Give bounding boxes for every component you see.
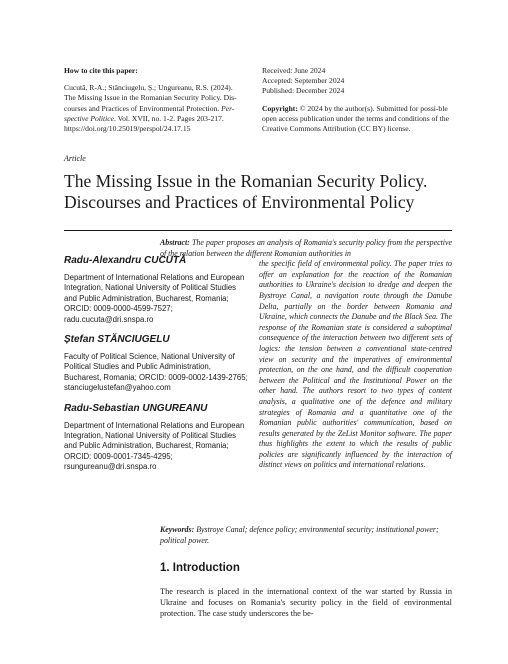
title-divider [64, 230, 452, 231]
author-entry [64, 402, 250, 473]
paper-title: The Missing Issue in the Romanian Security Policy. Discourses and Practices of Environmental Policy [64, 171, 428, 212]
copyright-notice [262, 104, 450, 135]
abstract-text-column: the specific field of environmental policy. The paper tries to offer an explanation for the reaction of the Romanian authorities to Ukraine's decision to dredge and deepen the Bystroye Canal, a navigation route through the Danube Delta, partially on the border between Romania and Ukraine, which connects the Danube and the Black Sea. The response of the Romanian state is considered a suboptimal consequence of the interaction between two different sets of logics: the tension between a conventional state-centred view on security and the imperatives of environmental protection, on the one hand, and the difficult cooperation between the Political and the Institutional Power on the other hand. The authors resort to two types of content analysis, a qualitative one of the defence and military strategies of Romania and a quantitative one of the Romanian public authorities' communication, based on results generated by the ZeList Monitor software. The paper thus highlights the extent to which the results of public policies are significantly influenced by the interaction of distinct views on politics and international relations. [259, 259, 452, 470]
keywords-label: Keywords: [160, 525, 195, 534]
citation-volume: . Vol. XVII, no. 1-2. Pages 203-217. [113, 113, 224, 123]
citation-heading: How to cite this paper: [64, 66, 138, 75]
publication-dates [262, 66, 450, 134]
abstract-label: Abstract: [160, 238, 190, 247]
authors-list [64, 254, 250, 481]
keywords [160, 525, 452, 546]
introduction-paragraph: The research is placed in the international context of the war started by Russia in Ukraine and focuses on Romania's security policy in the field of environmental protection. The case study underscores the be- [160, 587, 452, 619]
citation-title-2: courses and Practices of Environmental Protection. [64, 103, 220, 113]
abstract-text-top: The paper proposes an analysis of Romania's security policy from the perspective of the relation between the different Romanian authorities in [160, 238, 452, 258]
accepted-date: Accepted: September 2024 [262, 76, 345, 86]
author-name: Radu-Sebastian UNGUREANU [64, 402, 208, 414]
keywords-text: Bystroye Canal; defence policy; environmental security; institutional power; political power. [160, 525, 439, 545]
citation-authors: Cucută, R-A.; Stănciugelu, Ș.; Ungureanu, R.S. (2024). [64, 83, 233, 93]
published-date: Published: December 2024 [262, 86, 345, 96]
received-date: Received: June 2024 [262, 66, 326, 75]
citation-block [64, 66, 250, 134]
author-affiliation: Department of International Relations and European Integration, National University of Political Studies and Public Administration, Bucharest, Romania; ORCID: 0009-0000-4599-7527; radu.cucuta@dri.snspa.ro [64, 273, 245, 324]
copyright-label: Copyright: [262, 103, 298, 113]
author-affiliation: Faculty of Political Science, National University of Political Studies and Public Administration, Bucharest, Romania; ORCID: 0009-0002-1439-2765; stanciugelustefan@yahoo.com [64, 352, 248, 393]
author-name: Radu-Alexandru CUCUTĂ [64, 255, 187, 266]
citation-journal: Per- spective Politice [64, 103, 235, 123]
article-type-label: Article [64, 154, 86, 163]
citation-title-1: The Missing Issue in the Romanian Security Policy. Dis- [64, 93, 237, 103]
section-heading-introduction: 1. Introduction [160, 562, 240, 574]
copyright-text: © 2024 by the author(s). Submitted for possi-ble open access publication under the terms and conditions of the Creative Commons Attribution (CC BY) license. [262, 103, 450, 134]
citation-doi-link[interactable]: https://doi.org/10.25019/perspol/24.17.15 [64, 124, 191, 134]
author-entry [64, 333, 250, 394]
author-entry [64, 254, 250, 325]
author-name: Ștefan STĂNCIUGELU [64, 334, 170, 346]
author-affiliation: Department of International Relations and European Integration, National University of Political Studies and Public Administration, Bucharest, Romania; ORCID: 0009-0001-7345-4295; rsungureanu@dri.snspa.ro [64, 420, 245, 472]
